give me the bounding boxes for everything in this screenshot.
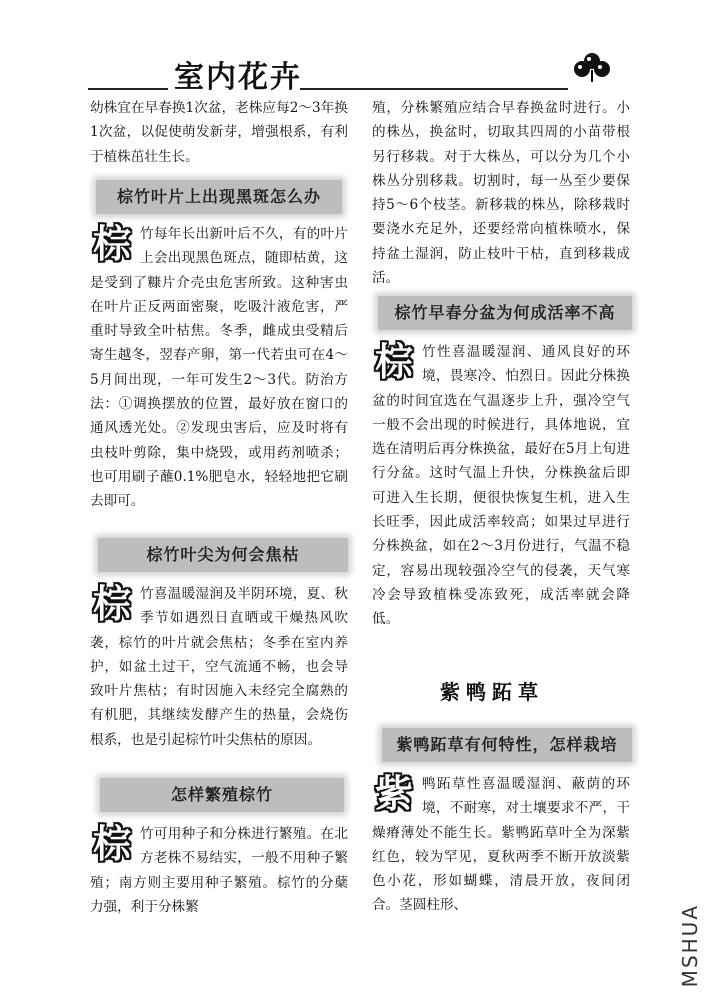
dropcap-letter: 棕 [92, 822, 131, 866]
section-title-early-spring: 棕竹早春分盆为何成活率不高 [378, 296, 632, 330]
dropcap-letter: 紫 [374, 772, 413, 816]
black-spots-paragraph [90, 222, 348, 514]
plant-title: 紫鸭跖草 [440, 680, 544, 704]
leaf-tips-text: 竹喜温暖湿润及半阴环境，夏、秋季节如遇烈日直晒或干燥热风吹袭，棕竹的叶片就会焦枯；冬季在室内养护，如盆土过干，空气流通不畅，也会导致叶片焦枯；有时因施入未经完全腐熟的有机肥，其继续发酵产生的热量，会烧伤根系，也是引起棕竹叶尖焦枯的原因。 [90, 586, 348, 748]
header-title: 室内花卉 [174, 60, 302, 95]
section-title-tradescantia: 紫鸭跖草有何特性，怎样栽培 [382, 728, 632, 762]
propagation-text: 竹可用种子和分株进行繁殖。在北方老株不易结实，一般不用种子繁殖；南方则主要用种子繁殖。棕竹的分蘖力强，利于分株繁 [90, 826, 348, 915]
early-spring-paragraph [372, 340, 630, 632]
propagation-continued-paragraph: 殖，分株繁殖应结合早春换盆时进行。小的株丛，换盆时，切取其四周的小苗带根另行移栽。对于大株丛，可以分为几个小株丛分别移栽。切割时，每一丛至少要保持5～6个枝茎。新移栽的株丛，除移栽时要浇水充足外，还要经常向植株喷水，保持盆土湿润，防止枝叶干枯，直到移栽成活。 [372, 100, 630, 287]
leaf-tips-paragraph [90, 582, 348, 752]
propagation-paragraph [90, 822, 348, 919]
section-title-propagation: 怎样繁殖棕竹 [100, 778, 344, 812]
dropcap-letter: 棕 [92, 582, 131, 626]
clover-icon [572, 50, 612, 84]
dropcap-letter: 棕 [374, 340, 413, 384]
black-spots-text: 竹每年长出新叶后不久，有的叶片上会出现黑色斑点，随即枯黄，这是受到了糠片介壳虫危害所致。这种害虫在叶片正反两面密聚，吃吸汁液危害，严重时导致全叶枯焦。冬季，雌成虫受精后寄生越冬，翌春产卵，第一代若虫可在4～5月间出现，一年可发生2～3代。防治方法：①调换摆放的位置，最好放在窗口的通风透光处。②发现虫害后，应及时将有虫枝叶剪除，集中烧毁，或用药剂喷杀；也可用刷子蘸0.1%肥皂水，轻轻地把它刷去即可。 [90, 226, 348, 510]
dropcap-letter: 棕 [92, 222, 131, 266]
section-title-leaf-tips: 棕竹叶尖为何会焦枯 [98, 538, 348, 572]
early-spring-text: 竹性喜温暖湿润、通风良好的环境，畏寒冷、怕烈日。因此分株换盆的时间宜选在气温逐步上升，强冷空气一般不会出现的时候进行，具体地说，宜选在清明后再分株换盆，最好在5月上旬进行分盆。这时气温上升快，分株换盆后即可进入生长期，便很快恢复生机，进入生长旺季，因此成活率较高；如果过早进行分株换盆，如在2～3月份进行，气温不稳定，容易出现较强冷空气的侵袭，天气寒冷会导致植株受冻致死，成活率就会降低。 [372, 344, 630, 628]
header-rule-left [88, 88, 168, 90]
watermark: MSHUA [678, 903, 702, 987]
header-rule-right [300, 88, 568, 90]
section-title-black-spots: 棕竹叶片上出现黑斑怎么办 [96, 180, 342, 214]
tradescantia-text: 鸭跖草性喜温暖湿润、蔽荫的环境，不耐寒，对土壤要求不严，干燥瘠薄处不能生长。紫鸭跖草叶全为深紫红色，较为罕见，夏秋两季不断开放淡紫色小花，形如蝴蝶，清晨开放，夜间闭合。茎圆柱形、 [372, 776, 630, 914]
tradescantia-paragraph [372, 772, 630, 918]
intro-paragraph: 幼株宜在早春换1次盆，老株应每2～3年换1次盆，以促使萌发新芽，增强根系，有利于植株茁壮生长。 [90, 100, 348, 165]
